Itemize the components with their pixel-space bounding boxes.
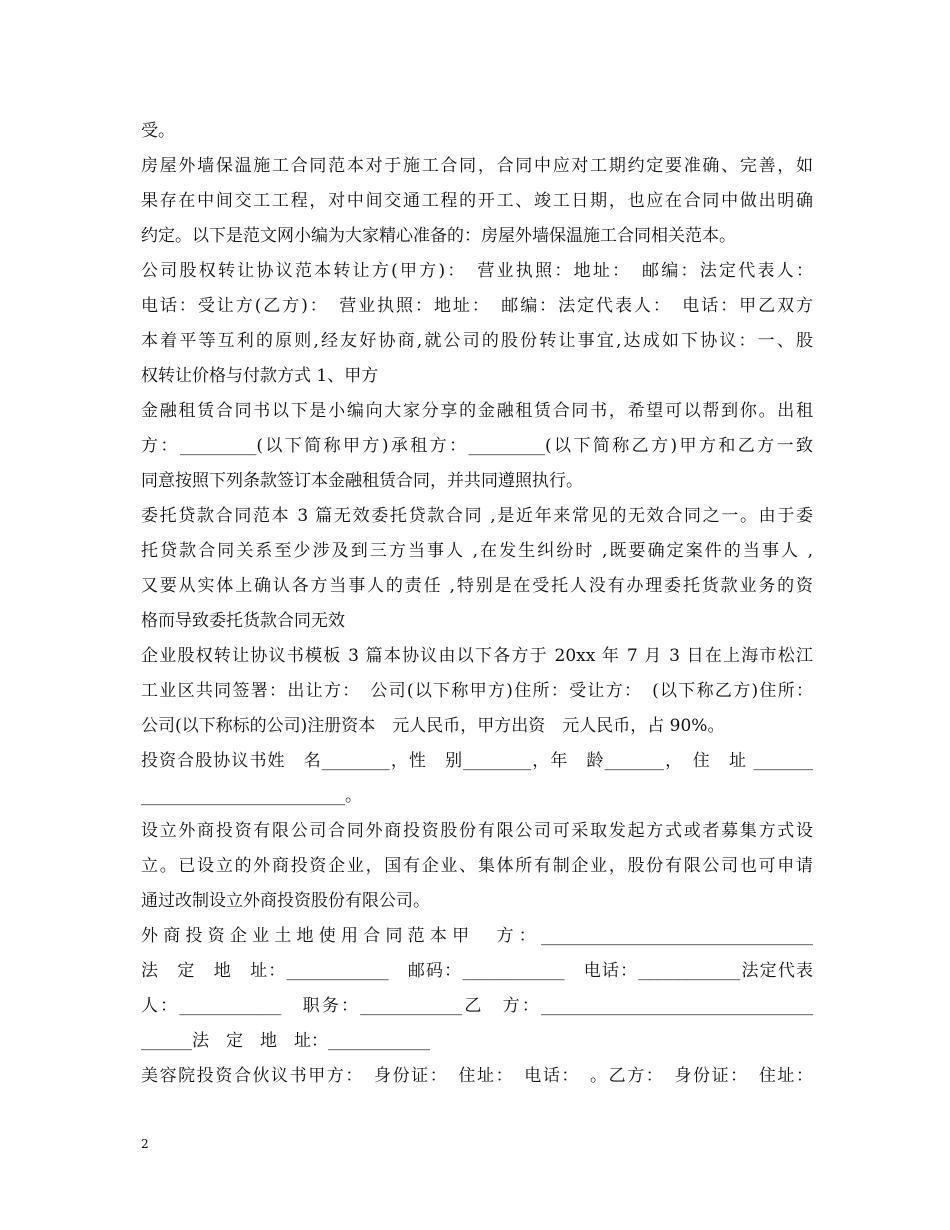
text-line: 又要从实体上确认各方当事人的责任 ,特别是在受托人没有办理委托货款业务的资 xyxy=(141,576,813,596)
text-line: 果存在中间交工工程，对中间交通工程的开工、竣工日期，也应在合同中做出明确 xyxy=(141,191,813,211)
page-number: 2 xyxy=(141,1137,149,1151)
text-line: 公司(以下称标的公司)注册资本 元人民币，甲方出资 元人民币，占 90%。 xyxy=(141,716,725,736)
text-line: 约定。以下是范文网小编为大家精心准备的：房屋外墙保温施工合同相关范本。 xyxy=(141,226,736,246)
document-body xyxy=(141,114,813,1094)
text-line: 受。 xyxy=(141,121,175,141)
text-line: 金融租赁合同书以下是小编向大家分享的金融租赁合同书，希望可以帮到你。出租 xyxy=(141,401,813,421)
text-line: 公司股权转让协议范本转让方(甲方)： 营业执照：地址： 邮编：法定代表人： xyxy=(141,261,813,281)
text-line: 权转让价格与付款方式 1、甲方 xyxy=(141,366,379,386)
text-line: 美容院投资合伙议书甲方： 身份证： 住址： 电话： 。乙方： 身份证： 住址： xyxy=(141,1066,813,1086)
text-line: ________________________。 xyxy=(141,786,362,806)
text-line: 人：____________ 职务：____________乙 方：________________________________ xyxy=(141,996,813,1016)
text-line: 外商投资企业土地使用合同范本甲 方：________________________________ xyxy=(141,926,813,946)
text-line: 委托贷款合同范本 3 篇无效委托贷款合同 ,是近年来常见的无效合同之一。由于委 xyxy=(141,506,813,526)
text-line: 本着平等互利的原则,经友好协商,就公司的股份转让事宜,达成如下协议：一、股 xyxy=(141,331,813,351)
text-line: 电话：受让方(乙方)： 营业执照：地址： 邮编：法定代表人： 电话：甲乙双方 xyxy=(141,296,813,316)
text-line: 同意按照下列条款签订本金融租赁合同，并共同遵照执行。 xyxy=(141,471,583,491)
text-line: 设立外商投资有限公司合同外商投资股份有限公司可采取发起方式或者募集方式设 xyxy=(141,821,813,841)
text-line: 房屋外墙保温施工合同范本对于施工合同，合同中应对工期约定要准确、完善，如 xyxy=(141,156,813,176)
text-line: 通过改制设立外商投资股份有限公司。 xyxy=(141,891,430,911)
text-line: 方：_________(以下简称甲方)承租方：_________(以下简称乙方)甲方和乙方一致 xyxy=(141,436,813,456)
text-line: 托贷款合同关系至少涉及到三方当事人 ,在发生纠纷时 ,既要确定案件的当事人 , xyxy=(141,541,813,561)
text-line: 工业区共同签署：出让方： 公司(以下称甲方)住所：受让方： (以下称乙方)住所： xyxy=(141,681,813,701)
text-line: 法 定 地 址：____________ 邮码：____________ 电话：____________法定代表 xyxy=(141,961,813,981)
text-line: 格而导致委托货款合同无效 xyxy=(141,611,345,631)
text-line: ______法 定 地 址：____________ xyxy=(141,1031,430,1051)
text-line: 投资合股协议书姓 名________，性 别________，年 龄_______， 住 址 _______ xyxy=(141,751,813,771)
text-line: 立。已设立的外商投资企业，国有企业、集体所有制企业，股份有限公司也可申请 xyxy=(141,856,813,876)
text-line: 企业股权转让协议书模板 3 篇本协议由以下各方于 20xx 年 7 月 3 日在上海市松江 xyxy=(141,646,813,666)
